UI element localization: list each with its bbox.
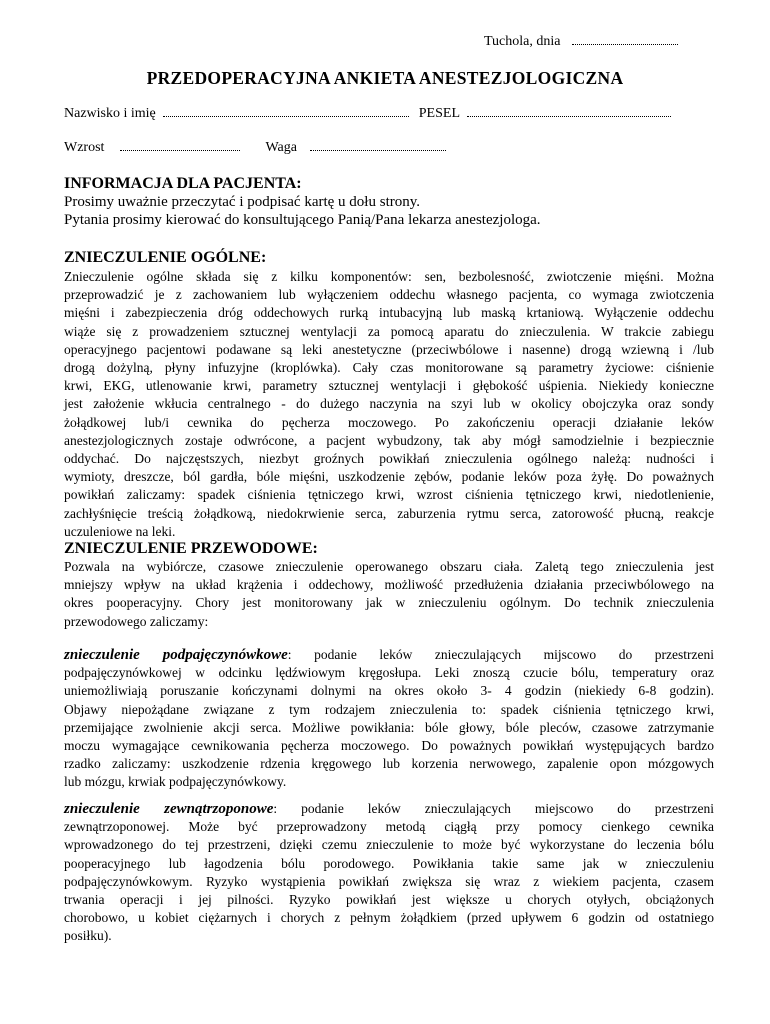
epidural-lead: znieczulenie zewnątrzoponowe bbox=[64, 801, 274, 817]
general-line: uczuleniowe na leki. bbox=[64, 523, 176, 539]
info-heading: INFORMACJA DLA PACJENTA: bbox=[64, 175, 302, 192]
general-line: jest założenie wkłucia centralnego - do dużego naczynia na szyi lub w okolicy obojczyka oraz sondy bbox=[64, 396, 714, 412]
document-title: PRZEDOPERACYJNA ANKIETA ANESTEZJOLOGICZNA bbox=[146, 68, 624, 88]
regional-line: przewodowego zaliczamy: bbox=[64, 613, 209, 629]
general-line: drogą dożylną, płyny infuzyjne (kroplówka). Cały czas monitorowane są parametry życiowe: ciśnienie bbox=[64, 360, 714, 376]
name-field[interactable] bbox=[163, 106, 409, 117]
epidural-line: zewnątrzoponowej. Może być przeprowadzony metodą ciągłą przy pomocy cienkego cewnika bbox=[64, 819, 714, 835]
weight-field[interactable] bbox=[310, 140, 446, 151]
general-line: oddychać. Do najczęstszych, niezbyt groźnych powikłań znieczulenia ogólnego należą: nudności i bbox=[64, 451, 714, 467]
height-label: Wzrost bbox=[64, 140, 105, 155]
info-line-1: Prosimy uważnie przeczytać i podpisać kartę u dołu strony. bbox=[64, 194, 421, 210]
regional-line: okres pooperacyjny. Chory jest monitorowany jak w znieczuleniu ogólnym. Do technik znieczulenia bbox=[64, 595, 714, 611]
spinal-line: lub mózgu, krwiak podpajęczynówkowy. bbox=[64, 774, 287, 790]
general-line: przeprowadzić je z zachowaniem lub wyłączeniem oddechu własnego pacjenta, co wymaga zwiotczenia bbox=[64, 287, 714, 303]
general-line: powikłań zaliczamy: spadek ciśnienia tętniczego krwi, wzrost ciśnienia tętniczego krwi, niedotlenienie, bbox=[64, 487, 714, 503]
epidural-paragraph bbox=[64, 800, 714, 946]
pesel-field[interactable] bbox=[467, 106, 671, 117]
epidural-line: wprowadzonego do tej przestrzeni, dzięki czemu znieczulenie to może być wykorzystane do leczenia bólu bbox=[64, 837, 714, 853]
info-line-2: Pytania prosimy kierować do konsultującego Panią/Pana lekarza anestezjologa. bbox=[64, 212, 541, 228]
epidural-line: trwania operacji i jej pilności. Ryzyko powikłań jest większe u chorych otyłych, obciążonych bbox=[64, 892, 714, 908]
name-field-row bbox=[64, 106, 671, 122]
pesel-label: PESEL bbox=[418, 106, 460, 121]
spinal-line: przemijające zwolnienie akcji serca. Możliwe powikłania: bóle głowy, bóle pleców, czasowe zatrzymanie bbox=[64, 719, 714, 735]
general-line: krwi, EKG, utlenowanie krwi, parametry sztucznej wentylacji i głębokość uśpienia. Niekiedy konieczne bbox=[64, 378, 714, 394]
epidural-line: pooperacyjnego lub łagodzenia bólu porodowego. Powikłania takie same jak w znieczuleniu bbox=[64, 855, 714, 871]
general-paragraph bbox=[64, 268, 714, 541]
spinal-line: uniemożliwiają poruszanie kończynami dolnymi na okres około 3- 4 godzin (niekiedy 6-8 godzin). bbox=[64, 683, 714, 699]
spinal-line: rzadko zaliczamy: uszkodzenie rdzenia kręgowego lub korzenia nerwowego, zapalenie opon mózgowych bbox=[64, 756, 714, 772]
weight-label: Waga bbox=[265, 140, 297, 155]
spinal-first-rest: : podanie leków znieczulających mijscowo do przestrzeni bbox=[287, 647, 714, 662]
general-line: mięśni i zabezpieczenia dróg oddechowych rurką intubacyjną lub maską krtaniową. Wyłączenie oddechu bbox=[64, 305, 714, 321]
city-date-line bbox=[484, 34, 678, 50]
regional-heading: ZNIECZULENIE PRZEWODOWE: bbox=[64, 540, 318, 557]
general-line: anestezjologicznych zostaje odwrócone, a pacjent wybudzony, tak aby mógł samodzielnie i bezpiecznie bbox=[64, 432, 714, 448]
regional-line: Pozwala na wybiórcze, czasowe znieczulenie operowanego obszaru ciała. Zaletą tego znieczulenia jest bbox=[64, 559, 714, 574]
epidural-first-line bbox=[64, 800, 714, 818]
epidural-first-rest: : podanie leków znieczulających miejscowo do przestrzeni bbox=[273, 801, 714, 816]
spinal-paragraph bbox=[64, 646, 714, 792]
general-line: zachłyśnięcie treścią żołądkową, niedokrwienie serca, zaburzenia rytmu serca, zatorowość płucną, reakcje bbox=[64, 505, 714, 521]
spinal-line: moczu wymagające cewnikowania pęcherza moczowego. Do poważnych powikłań występujących bardzo bbox=[64, 738, 714, 754]
spinal-line: Objawy niepożądane związane z tym rodzajem znieczulenia to: spadek ciśnienia tętniczego krwi, bbox=[64, 701, 714, 717]
height-field[interactable] bbox=[120, 140, 240, 151]
spinal-line: podpajęczynówkowej w odcinku lędźwiowym kręgosłupa. Leki znoszą czucie bólu, temperatury oraz bbox=[64, 665, 714, 681]
measurements-row bbox=[64, 140, 446, 156]
name-label: Nazwisko i imię bbox=[64, 106, 156, 121]
city-date-label: Tuchola, dnia bbox=[484, 34, 561, 49]
regional-line: mniejszy wpływ na układ krążenia i oddechowy, możliwość przedłużenia działania przeciwbólowego na bbox=[64, 577, 714, 593]
epidural-line: posiłku). bbox=[64, 928, 112, 944]
epidural-line: chorobowo, u kobiet ciężarnych i chorych z pełnym żołądkiem (przed upływem 6 godzin od ostatniego bbox=[64, 910, 714, 926]
general-line: wiąże się z prowadzeniem sztucznej wentylacji za pomocą aparatu do znieczulenia. W trakcie zabiegu bbox=[64, 323, 714, 339]
regional-paragraph bbox=[64, 558, 714, 631]
spinal-first-line bbox=[64, 646, 714, 664]
date-field[interactable] bbox=[572, 34, 678, 45]
general-line: wymioty, dreszcze, ból gardła, bóle mięśni, uszkodzenie zębów, podanie leków poza żyłę. Do poważnych bbox=[64, 469, 714, 485]
spinal-lead: znieczulenie podpajęczynówkowe bbox=[64, 647, 288, 663]
general-line: Znieczulenie ogólne składa się z kilku komponentów: sen, bezbolesność, zwiotczenie mięśni. Można bbox=[64, 269, 714, 284]
general-heading: ZNIECZULENIE OGÓLNE: bbox=[64, 249, 267, 266]
epidural-line: podpajęczynówkowym. Ryzyko wystąpienia powikłań zwiększa się wraz z wiekiem pacjenta, czasem bbox=[64, 873, 714, 889]
general-line: żołądkowej lub/i cewnika do pęcherza moczowego. Po zakończeniu operacji działanie leków bbox=[64, 414, 714, 430]
general-line: operacyjnego pacjentowi podawane są leki anestetyczne (przeciwbólowe i nasenne) drogą wziewną i /lub bbox=[64, 341, 714, 357]
